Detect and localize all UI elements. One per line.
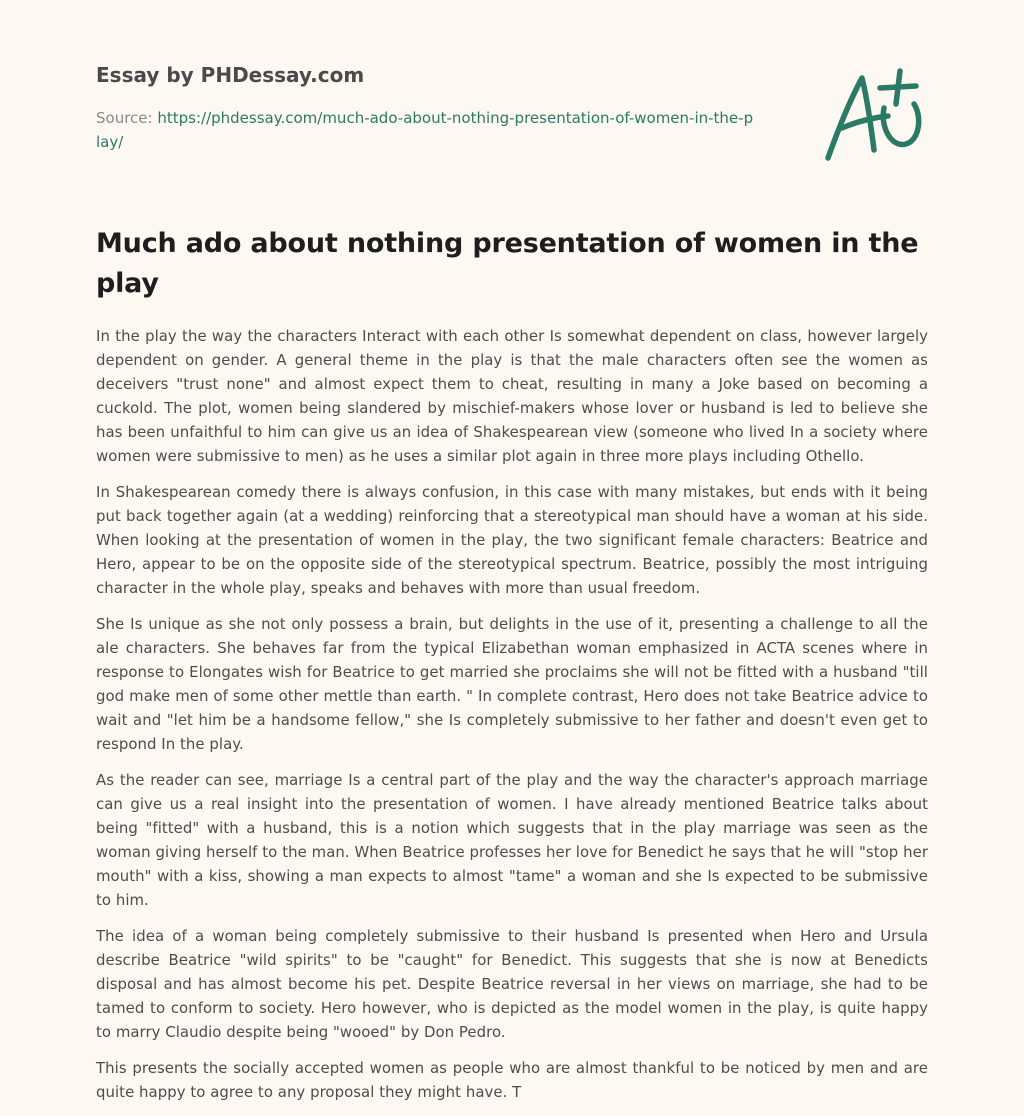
document-title: Much ado about nothing presentation of women in the play xyxy=(96,228,919,299)
source-line xyxy=(96,106,756,154)
source-label: Source: xyxy=(96,109,153,127)
paragraph: This presents the socially accepted women as people who are almost thankful to be noticed by men and are quite happy to agree to any proposal they might have. T xyxy=(96,1059,928,1101)
a-plus-grade-icon xyxy=(822,66,928,164)
paragraph: She Is unique as she not only possess a brain, but delights in the use of it, presenting a challenge to all the ale characters. She behaves far from the typical Elizabethan woman emphasized in ACTA scenes where in response to Elongates wish for Beatrice to get married she proclaims she will not be fitted with a husband "till god make men of some other mettle than earth. " In complete contrast, Hero does not take Beatrice advice to wait and "let him be a handsome fellow," she Is completely submissive to her father and doesn't even get to respond In the play. xyxy=(96,615,928,753)
page-header xyxy=(96,62,776,154)
source-link[interactable]: https://phdessay.com/much-ado-about-nothing-presentation-of-women-in-the-play/ xyxy=(96,109,754,151)
paragraph: In the play the way the characters Interact with each other Is somewhat dependent on class, however largely dependent on gender. A general theme in the play is that the male characters often see the women as deceivers "trust none" and almost expect them to cheat, resulting in many a Joke based on becoming a cuckold. The plot, women being slandered by mischief-makers whose lover or husband is led to believe she has been unfaithful to him can give us an idea of Shakespearean view (someone who lived In a society where women were submissive to men) as he uses a similar plot again in three more plays including Othello. xyxy=(96,327,928,465)
paragraph: In Shakespearean comedy there is always confusion, in this case with many mistakes, but ends with it being put back together again (at a wedding) reinforcing that a stereotypical man should have a woman at his side. When looking at the presentation of women in the play, the two significant female characters: Beatrice and Hero, appear to be on the opposite side of the stereotypical spectrum. Beatrice, possibly the most intriguing character in the whole play, speaks and behaves with more than usual freedom. xyxy=(96,483,928,597)
site-title: Essay by PHDessay.com xyxy=(96,63,365,87)
paragraph: As the reader can see, marriage Is a central part of the play and the way the character's approach marriage can give us a real insight into the presentation of women. I have already mentioned Beatrice talks about being "fitted" with a husband, this is a notion which suggests that in the play marriage was seen as the woman giving herself to the man. When Beatrice professes her love for Benedict he says that he will "stop her mouth" with a kiss, showing a man expects to almost "tame" a woman and she Is expected to be submissive to him. xyxy=(96,771,928,909)
essay-body xyxy=(96,324,928,1116)
paragraph: The idea of a woman being completely submissive to their husband Is presented when Hero and Ursula describe Beatrice "wild spirits" to be "caught" for Benedict. This suggests that she is now at Benedicts disposal and has almost become his pet. Despite Beatrice reversal in her views on marriage, she had to be tamed to conform to society. Hero however, who is depicted as the model women in the play, is quite happy to marry Claudio despite being "wooed" by Don Pedro. xyxy=(96,927,928,1041)
